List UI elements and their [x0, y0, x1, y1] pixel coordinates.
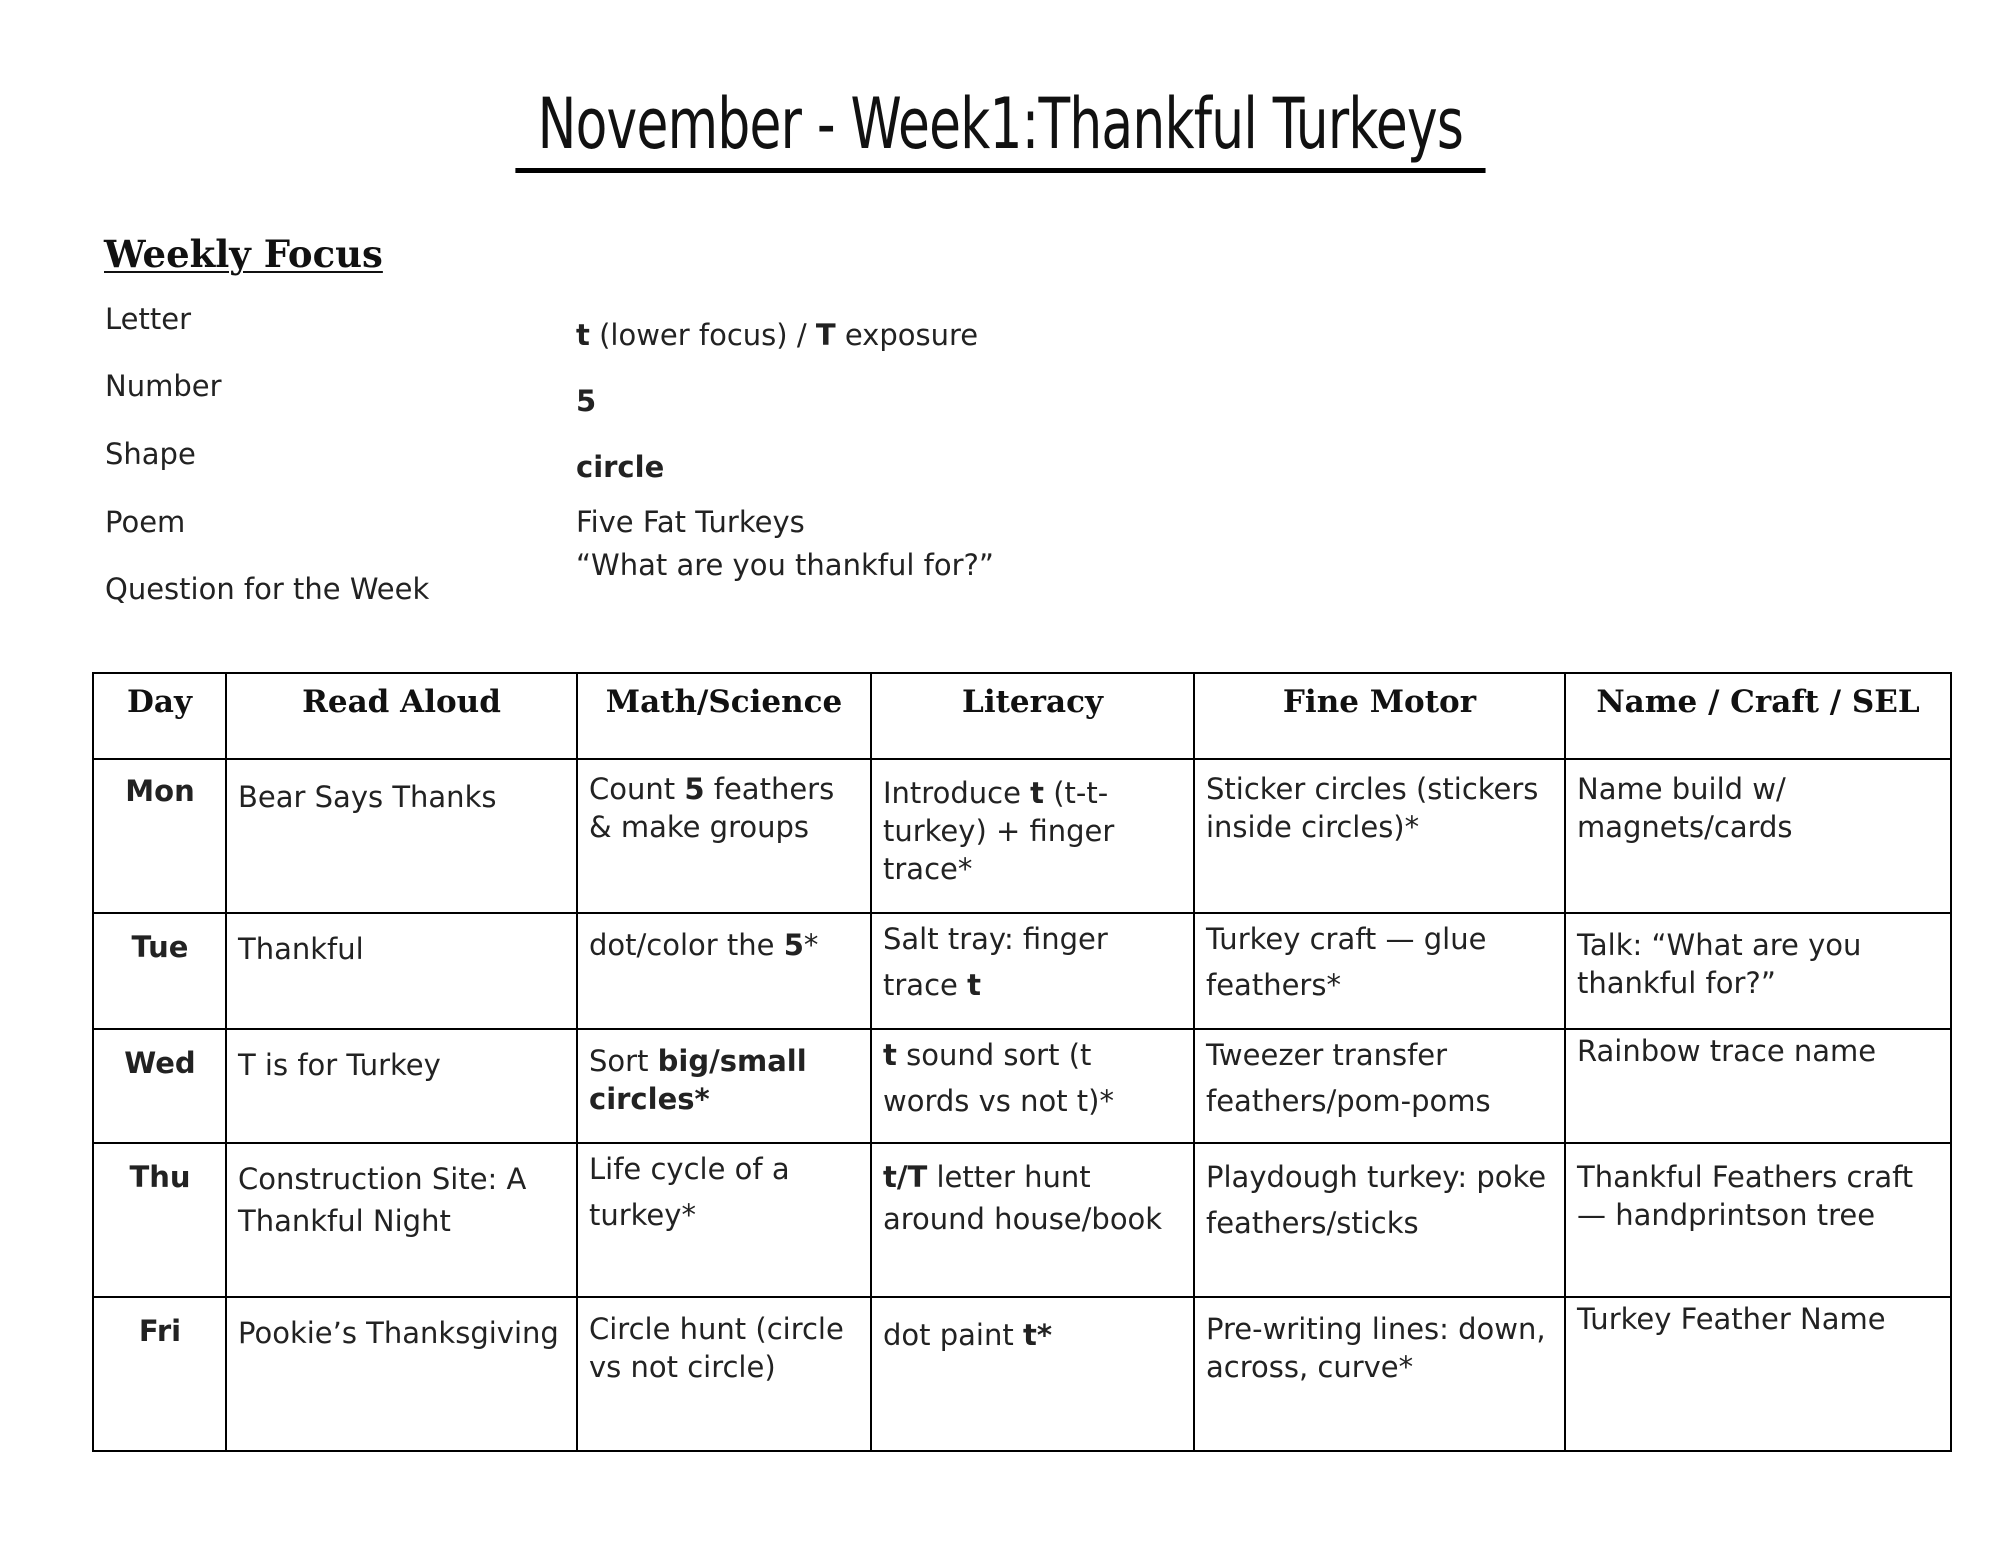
read-aloud-cell: Pookie’s Thanksgiving	[226, 1297, 577, 1451]
poem-value: Five Fat Turkeys	[576, 505, 805, 539]
table-row	[93, 1143, 1951, 1297]
read-aloud-cell: Bear Says Thanks	[226, 759, 577, 913]
weekly-focus-heading: Weekly Focus	[104, 232, 383, 276]
read-aloud-cell: Construction Site: A Thankful Night	[226, 1143, 577, 1297]
weekly-plan-table	[92, 672, 1952, 1452]
header-literacy: Literacy	[871, 673, 1194, 759]
table-row	[93, 1029, 1951, 1143]
header-read-aloud: Read Aloud	[226, 673, 577, 759]
fine-motor-cell: Turkey craft — glue feathers*	[1194, 913, 1565, 1029]
literacy-cell: Introduce t (t-t-turkey) + finger trace*	[871, 759, 1194, 913]
letter-label: Letter	[105, 302, 191, 336]
sel-cell: Talk: “What are you thankful for?”	[1565, 913, 1951, 1029]
math-cell: Circle hunt (circle vs not circle)	[577, 1297, 871, 1451]
table-row	[93, 913, 1951, 1029]
literacy-cell: dot paint t*	[871, 1297, 1194, 1451]
math-cell: Count 5 feathers & make groups	[577, 759, 871, 913]
table-row	[93, 1297, 1951, 1451]
page-title	[0, 83, 2000, 173]
literacy-cell: Salt tray: finger trace t	[871, 913, 1194, 1029]
question-label: Question for the Week	[105, 572, 430, 606]
header-name-craft-sel: Name / Craft / SEL	[1565, 673, 1951, 759]
sel-cell: Turkey Feather Name	[1565, 1297, 1951, 1451]
sel-cell: Rainbow trace name	[1565, 1029, 1951, 1143]
header-math-science: Math/Science	[577, 673, 871, 759]
math-cell: dot/color the 5*	[577, 913, 871, 1029]
read-aloud-cell: Thankful	[226, 913, 577, 1029]
fine-motor-cell: Tweezer transfer feathers/pom-poms	[1194, 1029, 1565, 1143]
math-cell: Sort big/small circles*	[577, 1029, 871, 1143]
day-cell: Tue	[93, 913, 226, 1029]
day-cell: Mon	[93, 759, 226, 913]
letter-value: t (lower focus) / T exposure	[576, 318, 979, 352]
day-cell: Thu	[93, 1143, 226, 1297]
literacy-cell: t/T letter hunt around house/book	[871, 1143, 1194, 1297]
header-day: Day	[93, 673, 226, 759]
number-value: 5	[576, 384, 597, 418]
day-cell: Wed	[93, 1029, 226, 1143]
header-fine-motor: Fine Motor	[1194, 673, 1565, 759]
table-row	[93, 759, 1951, 913]
sel-cell: Thankful Feathers craft — handprintson tree	[1565, 1143, 1951, 1297]
fine-motor-cell: Sticker circles (stickers inside circles)*	[1194, 759, 1565, 913]
math-cell: Life cycle of a turkey*	[577, 1143, 871, 1297]
number-label: Number	[105, 369, 222, 403]
poem-label: Poem	[105, 505, 186, 539]
read-aloud-cell: T is for Turkey	[226, 1029, 577, 1143]
fine-motor-cell: Pre-writing lines: down, across, curve*	[1194, 1297, 1565, 1451]
shape-value: circle	[576, 450, 665, 484]
table-header-row	[93, 673, 1951, 759]
question-value: “What are you thankful for?”	[576, 548, 994, 582]
shape-label: Shape	[105, 437, 196, 471]
sel-cell: Name build w/ magnets/cards	[1565, 759, 1951, 913]
literacy-cell: t sound sort (t words vs not t)*	[871, 1029, 1194, 1143]
fine-motor-cell: Playdough turkey: poke feathers/sticks	[1194, 1143, 1565, 1297]
day-cell: Fri	[93, 1297, 226, 1451]
page-title-text: November - Week1:Thankful Turkeys	[515, 88, 1485, 173]
